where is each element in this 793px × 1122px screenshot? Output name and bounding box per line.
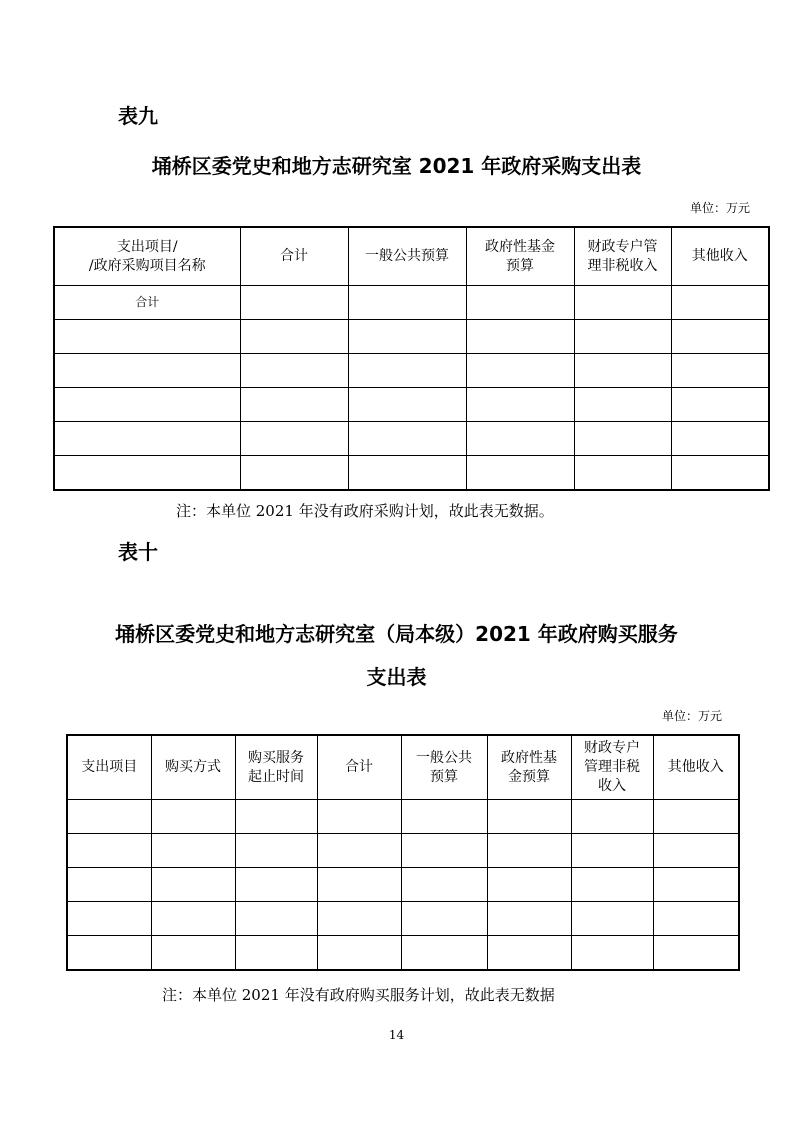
table-cell: [487, 800, 571, 834]
table-cell: [151, 800, 235, 834]
table9-header-general-budget: 一般公共预算: [348, 227, 466, 286]
table10-header-general-line1: 一般公共: [416, 749, 472, 766]
table-cell: [54, 388, 240, 422]
table-cell: [348, 456, 466, 491]
table-cell: [487, 902, 571, 936]
table10-header-special-line2: 管理非税: [584, 759, 640, 775]
table10-header-fund-line2: 金预算: [508, 768, 550, 785]
table10-header-period-line1: 购买服务: [248, 749, 304, 766]
table10-header-general-budget: [401, 735, 487, 800]
table10-header-total: 合计: [317, 735, 401, 800]
table-cell: [67, 800, 151, 834]
table9-header-special-account: [574, 227, 671, 286]
table-row: [54, 354, 769, 388]
table9-header-project: [54, 227, 240, 286]
table-cell: [466, 354, 574, 388]
table9-total-label: 合计: [54, 286, 240, 320]
table-cell: [574, 286, 671, 320]
table-cell: [574, 320, 671, 354]
table-cell: [671, 422, 769, 456]
table-cell: [671, 456, 769, 491]
table-cell: [653, 834, 739, 868]
page-number: 14: [388, 1028, 405, 1042]
table10-title-line1: 埇桥区委党史和地方志研究室（局本级）2021 年政府购买服务: [115, 622, 678, 646]
table-cell: [466, 388, 574, 422]
table-cell: [151, 902, 235, 936]
table-row: [54, 286, 769, 320]
table-cell: [571, 936, 653, 971]
table10-header-period-line2: 起止时间: [248, 768, 304, 785]
table-row: [67, 834, 739, 868]
table10-header-special-account: [571, 735, 653, 800]
table-cell: [240, 456, 348, 491]
table-cell: [401, 800, 487, 834]
table-cell: [653, 936, 739, 971]
table-cell: [401, 834, 487, 868]
table-row: [54, 320, 769, 354]
table-cell: [466, 456, 574, 491]
table-row: [67, 936, 739, 971]
table-cell: [348, 422, 466, 456]
table10: [66, 734, 740, 971]
table10-header-special-line3: 收入: [598, 778, 626, 794]
table-cell: [151, 834, 235, 868]
table-cell: [240, 320, 348, 354]
table10-header-other-income: 其他收入: [653, 735, 739, 800]
table-row: [54, 422, 769, 456]
table-cell: [67, 936, 151, 971]
table10-header-fund-budget: [487, 735, 571, 800]
table-cell: [317, 800, 401, 834]
table9-header-special-line1: 财政专户管: [587, 238, 658, 255]
table-row: [67, 902, 739, 936]
table9-note: 注：本单位 2021 年没有政府采购计划，故此表无数据。: [176, 502, 554, 520]
table-cell: [574, 354, 671, 388]
table-cell: [67, 868, 151, 902]
table-row: [54, 388, 769, 422]
table-cell: [653, 868, 739, 902]
table-cell: [671, 388, 769, 422]
table-cell: [571, 868, 653, 902]
table-row: [54, 456, 769, 491]
table10-unit: 单位：万元: [662, 709, 723, 723]
table-cell: [317, 868, 401, 902]
table-cell: [317, 902, 401, 936]
table10-title-line2: 支出表: [366, 665, 427, 689]
table9-header-other-income: 其他收入: [671, 227, 769, 286]
table-cell: [54, 422, 240, 456]
table-cell: [466, 286, 574, 320]
table-cell: [671, 286, 769, 320]
table-cell: [235, 902, 317, 936]
table-cell: [401, 902, 487, 936]
table-cell: [235, 800, 317, 834]
table-cell: [348, 286, 466, 320]
table-cell: [240, 422, 348, 456]
table10-note: 注：本单位 2021 年没有政府购买服务计划，故此表无数据: [162, 986, 555, 1004]
table-cell: [240, 388, 348, 422]
table-cell: [235, 868, 317, 902]
table9-header-fund-line1: 政府性基金: [485, 238, 555, 255]
table9-header-fund-line2: 预算: [506, 257, 534, 274]
table-cell: [571, 834, 653, 868]
table-cell: [240, 354, 348, 388]
table-cell: [54, 456, 240, 491]
table9-unit: 单位：万元: [690, 201, 751, 215]
table-cell: [574, 456, 671, 491]
table-cell: [574, 388, 671, 422]
table10-header-purchase-method: 购买方式: [151, 735, 235, 800]
table-cell: [235, 834, 317, 868]
table-cell: [348, 320, 466, 354]
table-cell: [240, 286, 348, 320]
table-row: [67, 868, 739, 902]
table9-header-project-line2: /政府采购项目名称: [88, 257, 206, 274]
table-cell: [317, 834, 401, 868]
table-cell: [401, 936, 487, 971]
table-cell: [466, 320, 574, 354]
table-cell: [67, 834, 151, 868]
table-cell: [67, 902, 151, 936]
section-label-table9: 表九: [118, 104, 158, 128]
table-cell: [348, 388, 466, 422]
table-cell: [653, 800, 739, 834]
table9-header-special-line2: 理非税收入: [587, 257, 658, 274]
table-row: [67, 800, 739, 834]
table-cell: [151, 868, 235, 902]
table-cell: [653, 902, 739, 936]
table9-header-project-line1: 支出项目/: [116, 238, 178, 255]
table9: [53, 226, 770, 491]
table10-header-period: [235, 735, 317, 800]
table10-header-fund-line1: 政府性基: [501, 749, 557, 766]
table9-header-row: [54, 227, 769, 286]
table9-header-total: 合计: [240, 227, 348, 286]
table9-title: 埇桥区委党史和地方志研究室 2021 年政府采购支出表: [151, 154, 642, 178]
table-cell: [348, 354, 466, 388]
table-cell: [401, 868, 487, 902]
table-cell: [487, 868, 571, 902]
table10-header-general-line2: 预算: [430, 768, 458, 785]
table-cell: [466, 422, 574, 456]
table-cell: [151, 936, 235, 971]
table-cell: [235, 936, 317, 971]
table-cell: [487, 834, 571, 868]
table10-header-project: 支出项目: [67, 735, 151, 800]
table-cell: [54, 320, 240, 354]
table-cell: [317, 936, 401, 971]
table-cell: [571, 800, 653, 834]
table-cell: [54, 354, 240, 388]
table10-header-special-line1: 财政专户: [584, 740, 640, 756]
table-cell: [571, 902, 653, 936]
table-cell: [487, 936, 571, 971]
table9-header-fund-budget: [466, 227, 574, 286]
table10-header-row: [67, 735, 739, 800]
section-label-table10: 表十: [118, 540, 158, 564]
table-cell: [671, 320, 769, 354]
table-cell: [671, 354, 769, 388]
table-cell: [574, 422, 671, 456]
